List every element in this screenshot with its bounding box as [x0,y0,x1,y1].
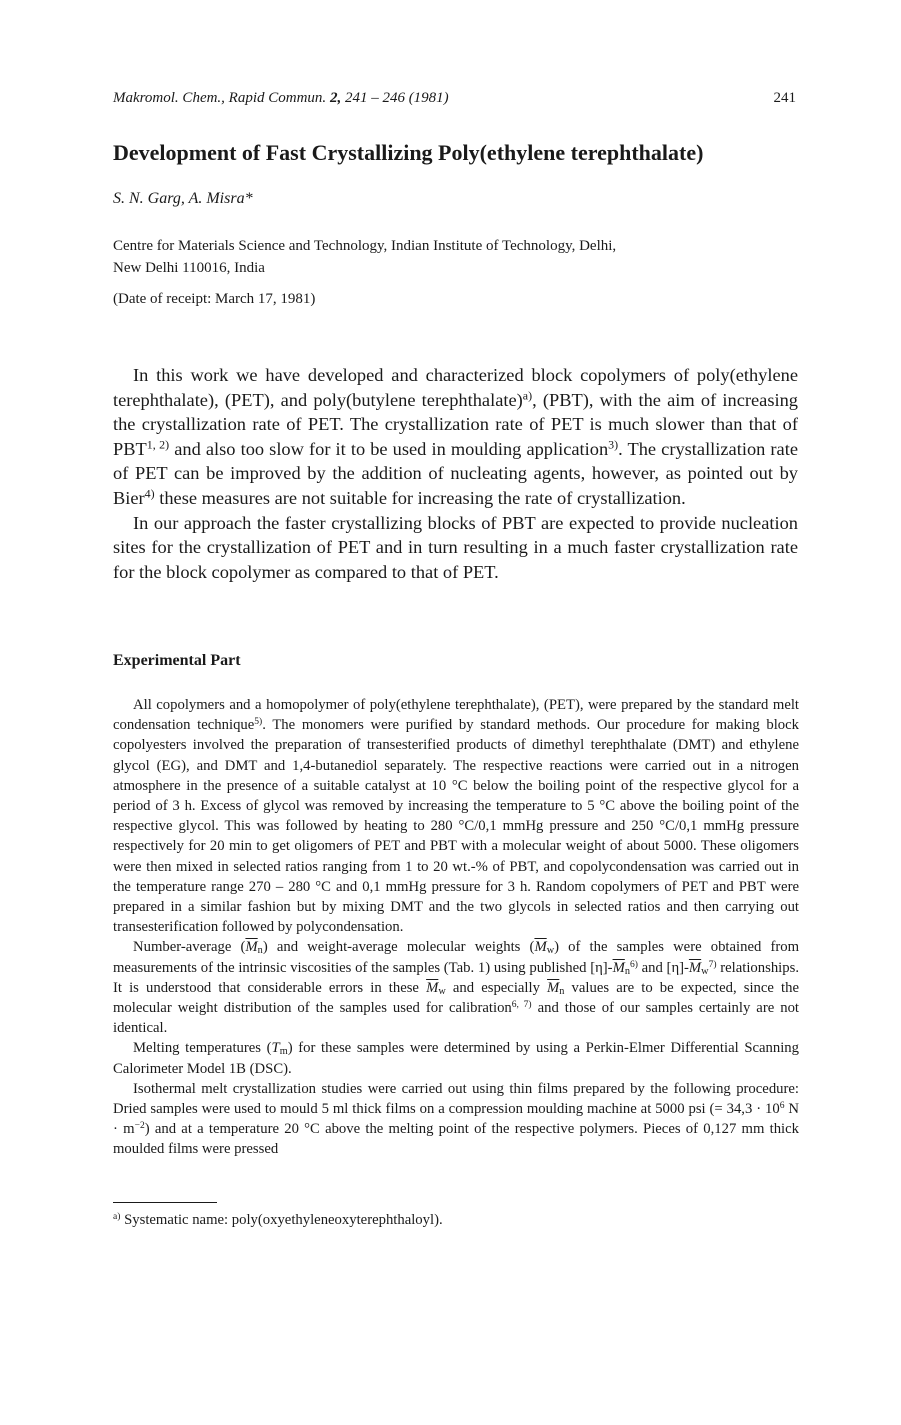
subscript: w [438,985,446,997]
text-run: ) and weight-average molecular weights ( [262,939,535,956]
mn-symbol: $\overline{M}$ [612,959,625,976]
text-run: . The monomers were purified by standard methods. Our procedure for making block copolyesters involved the preparation of transesterified products of dimethyl terephthalate (DMT) and ethylene glycol (EG), and DMT and 1,4-butanediol separately. The respective reactions were carried out in a nitrogen atmosphere in the presence of a suitable catalyst at 10 °C below the boiling point of the respective glycol for a period of 3 h. Excess of glycol was removed by increasing the temperature to 5 °C above the boiling point of the respective glycol. This was followed by heating to 280 °C/0,1 mmHg pressure and 250 °C/0,1 mmHg pressure respectively for 20 min to get oligomers of PET and PBT with a molecular weight of about 5000. These oligomers were then mixed in selected ratios ranging from 1 to 20 wt.-% of PBT, and copolycondensation was carried out in the temperature range 270 – 280 °C and 0,1 mmHg pressure for 3 h. Random copolymers of PET and PBT were prepared in a similar fashion but by mixing DMT and the two glycols in selected ratios and then carrying out transesterification followed by polycondensation. [113,717,799,936]
reference-marker: 7) [708,958,717,970]
affiliation [113,235,803,279]
running-header [113,90,796,107]
abstract-paragraph-1 [113,363,798,511]
text-run: ) and at a temperature 20 °C above the melting point of the respective polymers. Pieces of 0,127 mm thick moulded films were pressed [113,1121,799,1158]
date-of-receipt: (Date of receipt: March 17, 1981) [113,291,316,307]
reference-marker: 6, 7) [511,998,532,1010]
mn-symbol: $\overline{M}$ [245,939,258,956]
affiliation-line-1: Centre for Materials Science and Technology, Indian Institute of Technology, Delhi, [113,238,617,254]
body-paragraph-1 [113,695,799,937]
text-run: relationships. It is understood that considerable errors in these [113,959,799,996]
footnote-marker: a) [522,388,533,403]
text-run: these measures are not suitable for increasing the rate of crystallization. [154,487,686,508]
text-run: . The crystallization rate of PET can be improved by the addition of nucleating agents, however, as pointed out by Bier [113,438,798,508]
text-run: values are to be expected, since the molecular weight distribution of the samples used for calibration [113,979,799,1017]
abstract-paragraph-2: In our approach the faster crystallizing blocks of PBT are expected to provide nucleation sites for the crystallization of PET and in turn resulting in a much faster crystallization rate for the block copolymer as compared to that of PET. [113,512,798,582]
body-paragraph-3 [113,1038,799,1078]
mw-symbol: $\overline{M}$ [426,979,439,996]
article-title: Development of Fast Crystallizing Poly(ethylene terephthalate) [113,140,704,165]
reference-marker: 6) [629,958,638,970]
journal-volume: 2, [329,90,342,106]
text-run: N · m [113,1101,799,1138]
footnote-marker: a) [113,1210,121,1222]
subscript: m [279,1046,288,1058]
mw-symbol: $\overline{M}$ [688,959,702,976]
text-run: and those of our samples certainly are not identical. [113,1000,799,1037]
text-run: and also too slow for it to be used in moulding application [169,438,609,459]
exponent: 6 [779,1099,785,1111]
journal-name: Makromol. Chem., Rapid Commun. [113,90,327,106]
text-run: All copolymers and a homopolymer of poly(ethylene terephthalate), (PET), were prepared by the standard melt condensation technique [113,697,799,734]
footnote [113,1212,443,1229]
footnote-rule [113,1202,217,1203]
reference-marker: 4) [144,486,155,501]
text-run: , (PBT), with the aim of increasing the crystallization rate of PET. The crystallization rate of PET is much slower than that of PBT [113,389,798,459]
reference-marker: 1, 2) [146,437,170,452]
body-paragraph-2 [113,937,799,1038]
text-run: ) of the samples were obtained from measurements of the intrinsic viscosities of the samples (Tab. 1) using published [η]- [113,939,800,976]
exponent: −2 [134,1120,145,1132]
page-range: 241 – 246 [344,90,405,106]
text-run: ) for these samples were determined by using a Perkin-Elmer Differential Scanning Calorimeter Model 1B (DSC). [113,1040,799,1077]
author-list: S. N. Garg, A. Misra* [113,190,253,207]
reference-marker: 3) [608,437,619,452]
body-text [113,695,799,1160]
subscript: w [701,965,709,977]
text-run: Number-average ( [133,939,246,956]
reference-marker: 5) [254,715,263,727]
page-number: 241 [773,90,796,106]
mn-symbol: $\overline{M}$ [547,979,560,996]
affiliation-line-2: New Delhi 110016, India [113,260,265,276]
subscript: n [257,945,263,957]
tm-symbol: T [271,1040,280,1057]
text-run: and [η]- [637,959,689,976]
text-run: Melting temperatures ( [133,1040,272,1057]
journal-year: (1981) [408,90,449,106]
subscript: n [624,965,630,977]
body-paragraph-4 [113,1079,799,1160]
text-run: In this work we have developed and characterized block copolymers of poly(ethylene terephthalate), (PET), and poly(butylene terephthalate) [113,365,798,410]
subscript: n [559,985,565,997]
subscript: w [546,945,555,957]
text-run: Isothermal melt crystallization studies were carried out using thin films prepared by the following procedure: Dried samples were used to mould 5 ml thick films on a compression moulding machine at 5000 psi (= 34,3 · 10 [113,1080,799,1118]
abstract [113,363,798,584]
section-heading: Experimental Part [113,652,241,669]
text-run: and especially [445,979,548,996]
footnote-text: Systematic name: poly(oxyethyleneoxyterephthaloyl). [120,1212,443,1228]
mw-symbol: $\overline{M}$ [534,939,547,956]
